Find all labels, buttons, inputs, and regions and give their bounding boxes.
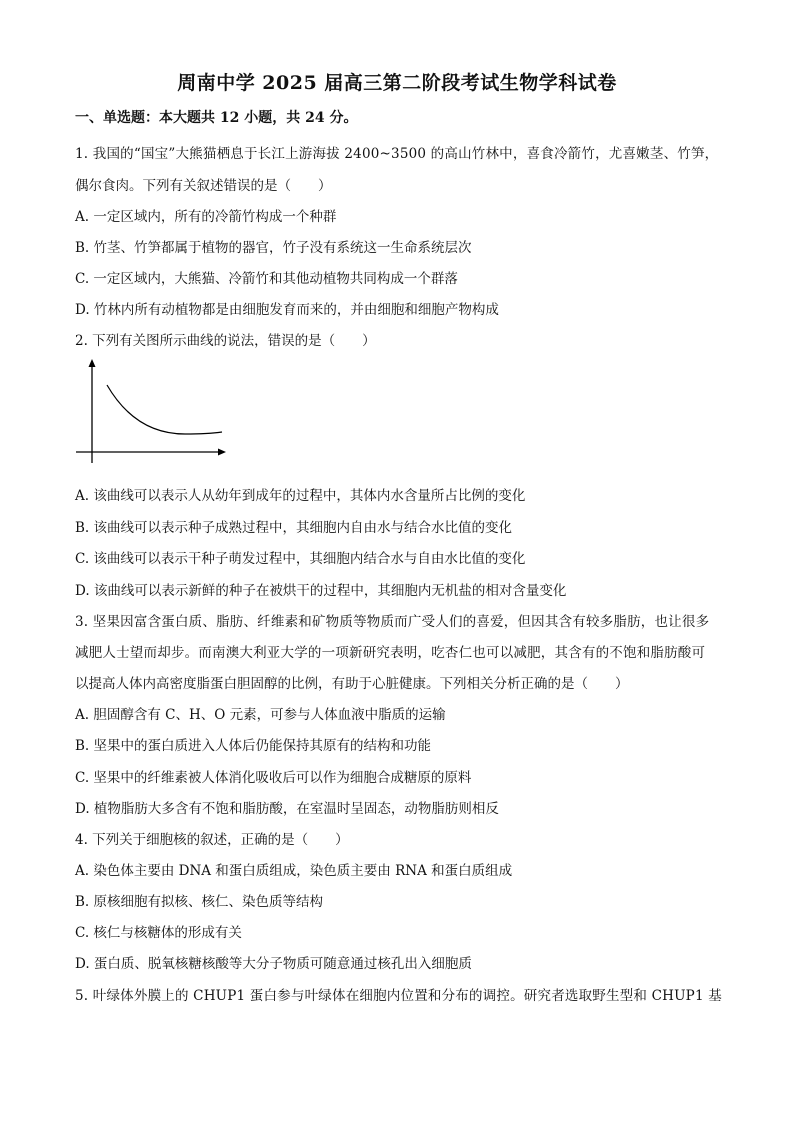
q1-option-c: C. 一定区域内，大熊猫、冷箭竹和其他动植物共同构成一个群落	[75, 271, 458, 287]
q4-stem: 4. 下列关于细胞核的叙述，正确的是（ ）	[75, 832, 349, 848]
q1-option-b: B. 竹茎、竹笋都属于植物的器官，竹子没有系统这一生命系统层次	[75, 240, 472, 256]
q3-stem-line2: 减肥人士望而却步。而南澳大利亚大学的一项新研究表明，吃杏仁也可以减肥，其含有的不饱和脂肪酸可	[75, 645, 706, 661]
y-axis	[89, 359, 96, 463]
q2-option-d: D. 该曲线可以表示新鲜的种子在被烘干的过程中，其细胞内无机盐的相对含量变化	[75, 583, 567, 599]
q4-option-b: B. 原核细胞有拟核、核仁、染色质等结构	[75, 894, 324, 910]
q2-option-c: C. 该曲线可以表示干种子萌发过程中，其细胞内结合水与自由水比值的变化	[75, 551, 526, 567]
q1-option-a: A. 一定区域内，所有的冷箭竹构成一个种群	[75, 209, 337, 225]
q3-stem-line1: 3. 坚果因富含蛋白质、脂肪、纤维素和矿物质等物质而广受人们的喜爱，但因其含有较多脂肪，也让很多	[75, 614, 710, 630]
q3-option-c: C. 坚果中的纤维素被人体消化吸收后可以作为细胞合成糖原的原料	[75, 770, 472, 786]
q3-option-b: B. 坚果中的蛋白质进入人体后仍能保持其原有的结构和功能	[75, 738, 432, 754]
q1-stem-line2: 偶尔食肉。下列有关叙述错误的是（ ）	[75, 178, 332, 194]
q3-option-d: D. 植物脂肪大多含有不饱和脂肪酸，在室温时呈固态，动物脂肪则相反	[75, 801, 499, 817]
q3-stem-line3: 以提高人体内高密度脂蛋白胆固醇的比例，有助于心脏健康。下列相关分析正确的是（ ）	[75, 676, 629, 692]
q5-stem-line1: 5. 叶绿体外膜上的 CHUP1 蛋白参与叶绿体在细胞内位置和分布的调控。研究者选取野生型和 CHUP1 基	[75, 988, 722, 1004]
q2-option-a: A. 该曲线可以表示人从幼年到成年的过程中，其体内水含量所占比例的变化	[75, 488, 526, 504]
decreasing-curve	[107, 385, 222, 434]
q4-option-c: C. 核仁与核糖体的形成有关	[75, 925, 242, 941]
exam-title: 周南中学 2025 届高三第二阶段考试生物学科试卷	[177, 72, 617, 94]
q4-option-d: D. 蛋白质、脱氧核糖核酸等大分子物质可随意通过核孔出入细胞质	[75, 956, 472, 972]
q2-stem: 2. 下列有关图所示曲线的说法，错误的是（ ）	[75, 333, 376, 349]
q3-option-a: A. 胆固醇含有 C、H、O 元素，可参与人体血液中脂质的运输	[75, 707, 446, 723]
q4-option-a: A. 染色体主要由 DNA 和蛋白质组成，染色质主要由 RNA 和蛋白质组成	[75, 863, 513, 879]
x-axis	[76, 449, 226, 456]
section-heading: 一、单选题：本大题共 12 小题，共 24 分。	[75, 110, 358, 126]
q1-stem-line1: 1. 我国的“国宝”大熊猫栖息于长江上游海拔 2400~3500 的高山竹林中，喜食冷箭竹，尤喜嫩茎、竹笋，	[75, 146, 719, 162]
curve-graph	[70, 358, 230, 473]
q2-option-b: B. 该曲线可以表示种子成熟过程中，其细胞内自由水与结合水比值的变化	[75, 520, 513, 536]
q1-option-d: D. 竹林内所有动植物都是由细胞发育而来的，并由细胞和细胞产物构成	[75, 302, 499, 318]
